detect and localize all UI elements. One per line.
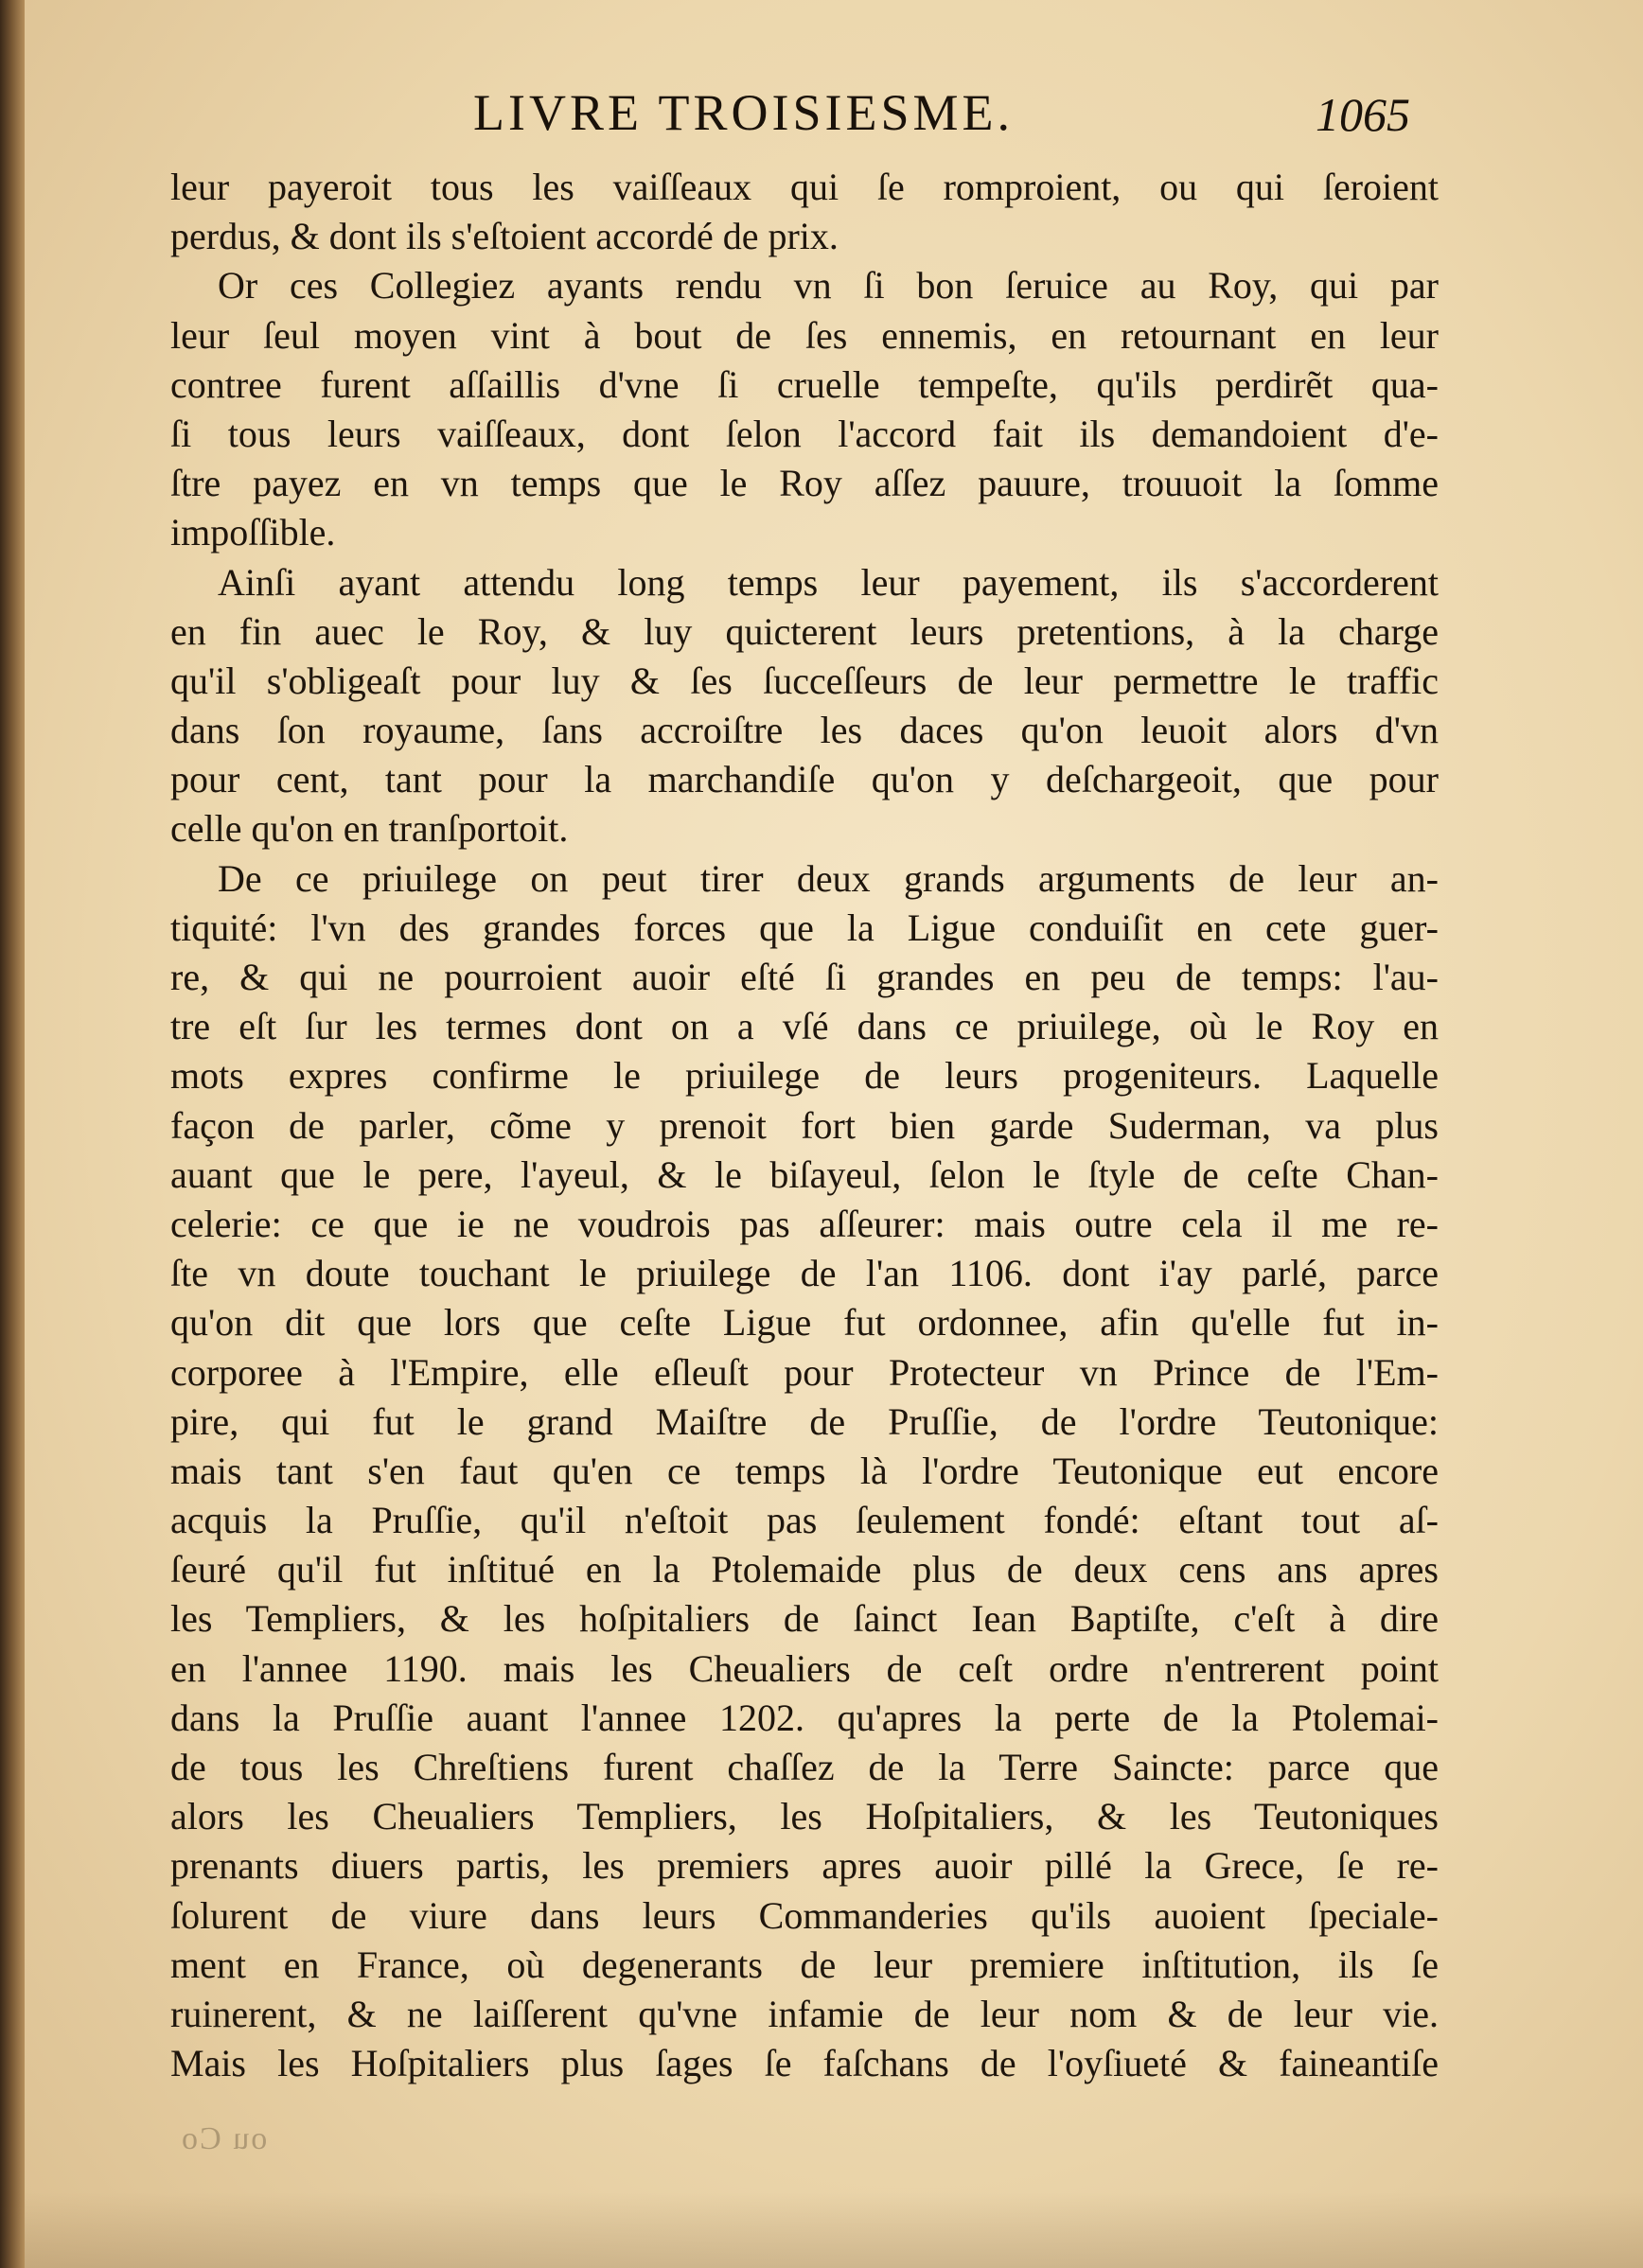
text-line: perdus, & dont ils s'eſtoient accordé de prix. [170,215,839,258]
text-line: auant que le pere, l'ayeul, & le biſayeul, ſelon le ſtyle de ceſte Chan- [170,1152,1439,1196]
text-line: ruinerent, & ne laiſſerent qu'vne infamie de leur nom & de leur vie. [170,1992,1439,2035]
text-line: corporee à l'Empire, elle eſleuſt pour Protecteur vn Prince de l'Em- [170,1350,1439,1394]
text-line: De ce priuilege on peut tirer deux grands arguments de leur an- [218,856,1439,900]
running-head: LIVRE TROISIESME. [473,84,1015,141]
text-line: ſi tous leurs vaiſſeaux, dont ſelon l'accord fait ils demandoient d'e- [170,412,1439,455]
book-binding-edge [0,0,25,2268]
text-line: ſte vn doute touchant le priuilege de l'an 1106. dont i'ay parlé, parce [170,1252,1439,1295]
text-line: ment en France, où degenerants de leur premiere inſtitution, ils ſe [170,1943,1439,1986]
text-line: impoſſible. [170,511,336,554]
text-line: dans ſon royaume, ſans accroiſtre les daces qu'on leuoit alors d'vn [170,709,1439,752]
text-line: mais tant s'en faut qu'en ce temps là l'ordre Teutonique eut encore [170,1449,1439,1492]
text-line: pour cent, tant pour la marchandiſe qu'on y deſchargeoit, que pour [170,758,1439,801]
text-line: tiquité: l'vn des grandes forces que la Ligue conduiſit en cete guer- [170,905,1439,949]
text-line: qu'il s'obligeaſt pour luy & ſes ſucceſſeurs de leur permettre le traffic [170,659,1439,702]
text-line: leur ſeul moyen vint à bout de ſes ennemis, en retournant en leur [170,313,1439,357]
text-line: en l'annee 1190. mais les Cheualiers de ceſt ordre n'entrerent point [170,1646,1439,1690]
text-line: Ainſi ayant attendu long temps leur payement, ils s'accorderent [218,560,1439,604]
text-block [170,163,1439,2088]
text-line: dans la Pruſſie auant l'annee 1202. qu'apres la perte de la Ptolemai- [170,1696,1439,1739]
text-line: contree furent aſſaillis d'vne ſi cruelle tempeſte, qu'ils perdirẽt qua- [170,362,1439,406]
text-line: acquis la Pruſſie, qu'il n'eſtoit pas ſeulement fondé: eſtant tout aſ- [170,1499,1439,1542]
text-line: re, & qui ne pourroient auoir eſté ſi grandes en peu de temps: l'au- [170,956,1439,998]
text-line: ſeuré qu'il fut inſtitué en la Ptolemaide plus de deux cens ans apres [170,1548,1439,1591]
text-line: celerie: ce que ie ne voudrois pas aſſeurer: mais outre cela il me re- [170,1202,1439,1245]
text-line: prenants diuers partis, les premiers apres auoir pillé la Grece, ſe re- [170,1844,1439,1888]
text-line: ſolurent de viure dans leurs Commanderies qu'ils auoient ſpeciale- [170,1893,1439,1937]
text-line: tre eſt ſur les termes dont on a vſé dans ce priuilege, où le Roy en [170,1005,1439,1048]
text-line: alors les Cheualiers Templiers, les Hoſpitaliers, & les Teutoniques [170,1795,1439,1838]
text-line: mots expres confirme le priuilege de leurs progeniteurs. Laquelle [170,1054,1439,1098]
page-bottom-shadow [25,2192,1643,2268]
text-line: pire, qui fut le grand Maiſtre de Pruſſie, de l'ordre Teutonique: [170,1399,1439,1443]
text-line: ſtre payez en vn temps que le Roy aſſez pauure, trouuoit la ſomme [170,462,1439,505]
bleed-through-text: ou Co [180,2121,268,2156]
text-line: Mais les Hoſpitaliers plus ſages ſe faſchans de l'oyſiueté & faineantiſe [170,2042,1439,2085]
page-number: 1065 [1316,88,1410,141]
text-line: Or ces Collegiez ayants rendu vn ſi bon ſeruice au Roy, qui par [218,264,1439,308]
text-line: leur payeroit tous les vaiſſeaux qui ſe romproient, ou qui ſeroient [170,166,1439,208]
text-line: façon de parler, cõme y prenoit fort bien garde Suderman, va plus [170,1103,1439,1147]
text-line: en fin auec le Roy, & luy quicterent leurs pretentions, à la charge [170,609,1439,653]
text-line: qu'on dit que lors que ceſte Ligue fut ordonnee, afin qu'elle fut in- [170,1301,1439,1345]
text-line: de tous les Chreſtiens furent chaſſez de la Terre Saincte: parce que [170,1746,1439,1788]
text-line: les Templiers, & les hoſpitaliers de ſainct Iean Baptiſte, c'eſt à dire [170,1597,1439,1641]
text-line: celle qu'on en tranſportoit. [170,807,569,851]
